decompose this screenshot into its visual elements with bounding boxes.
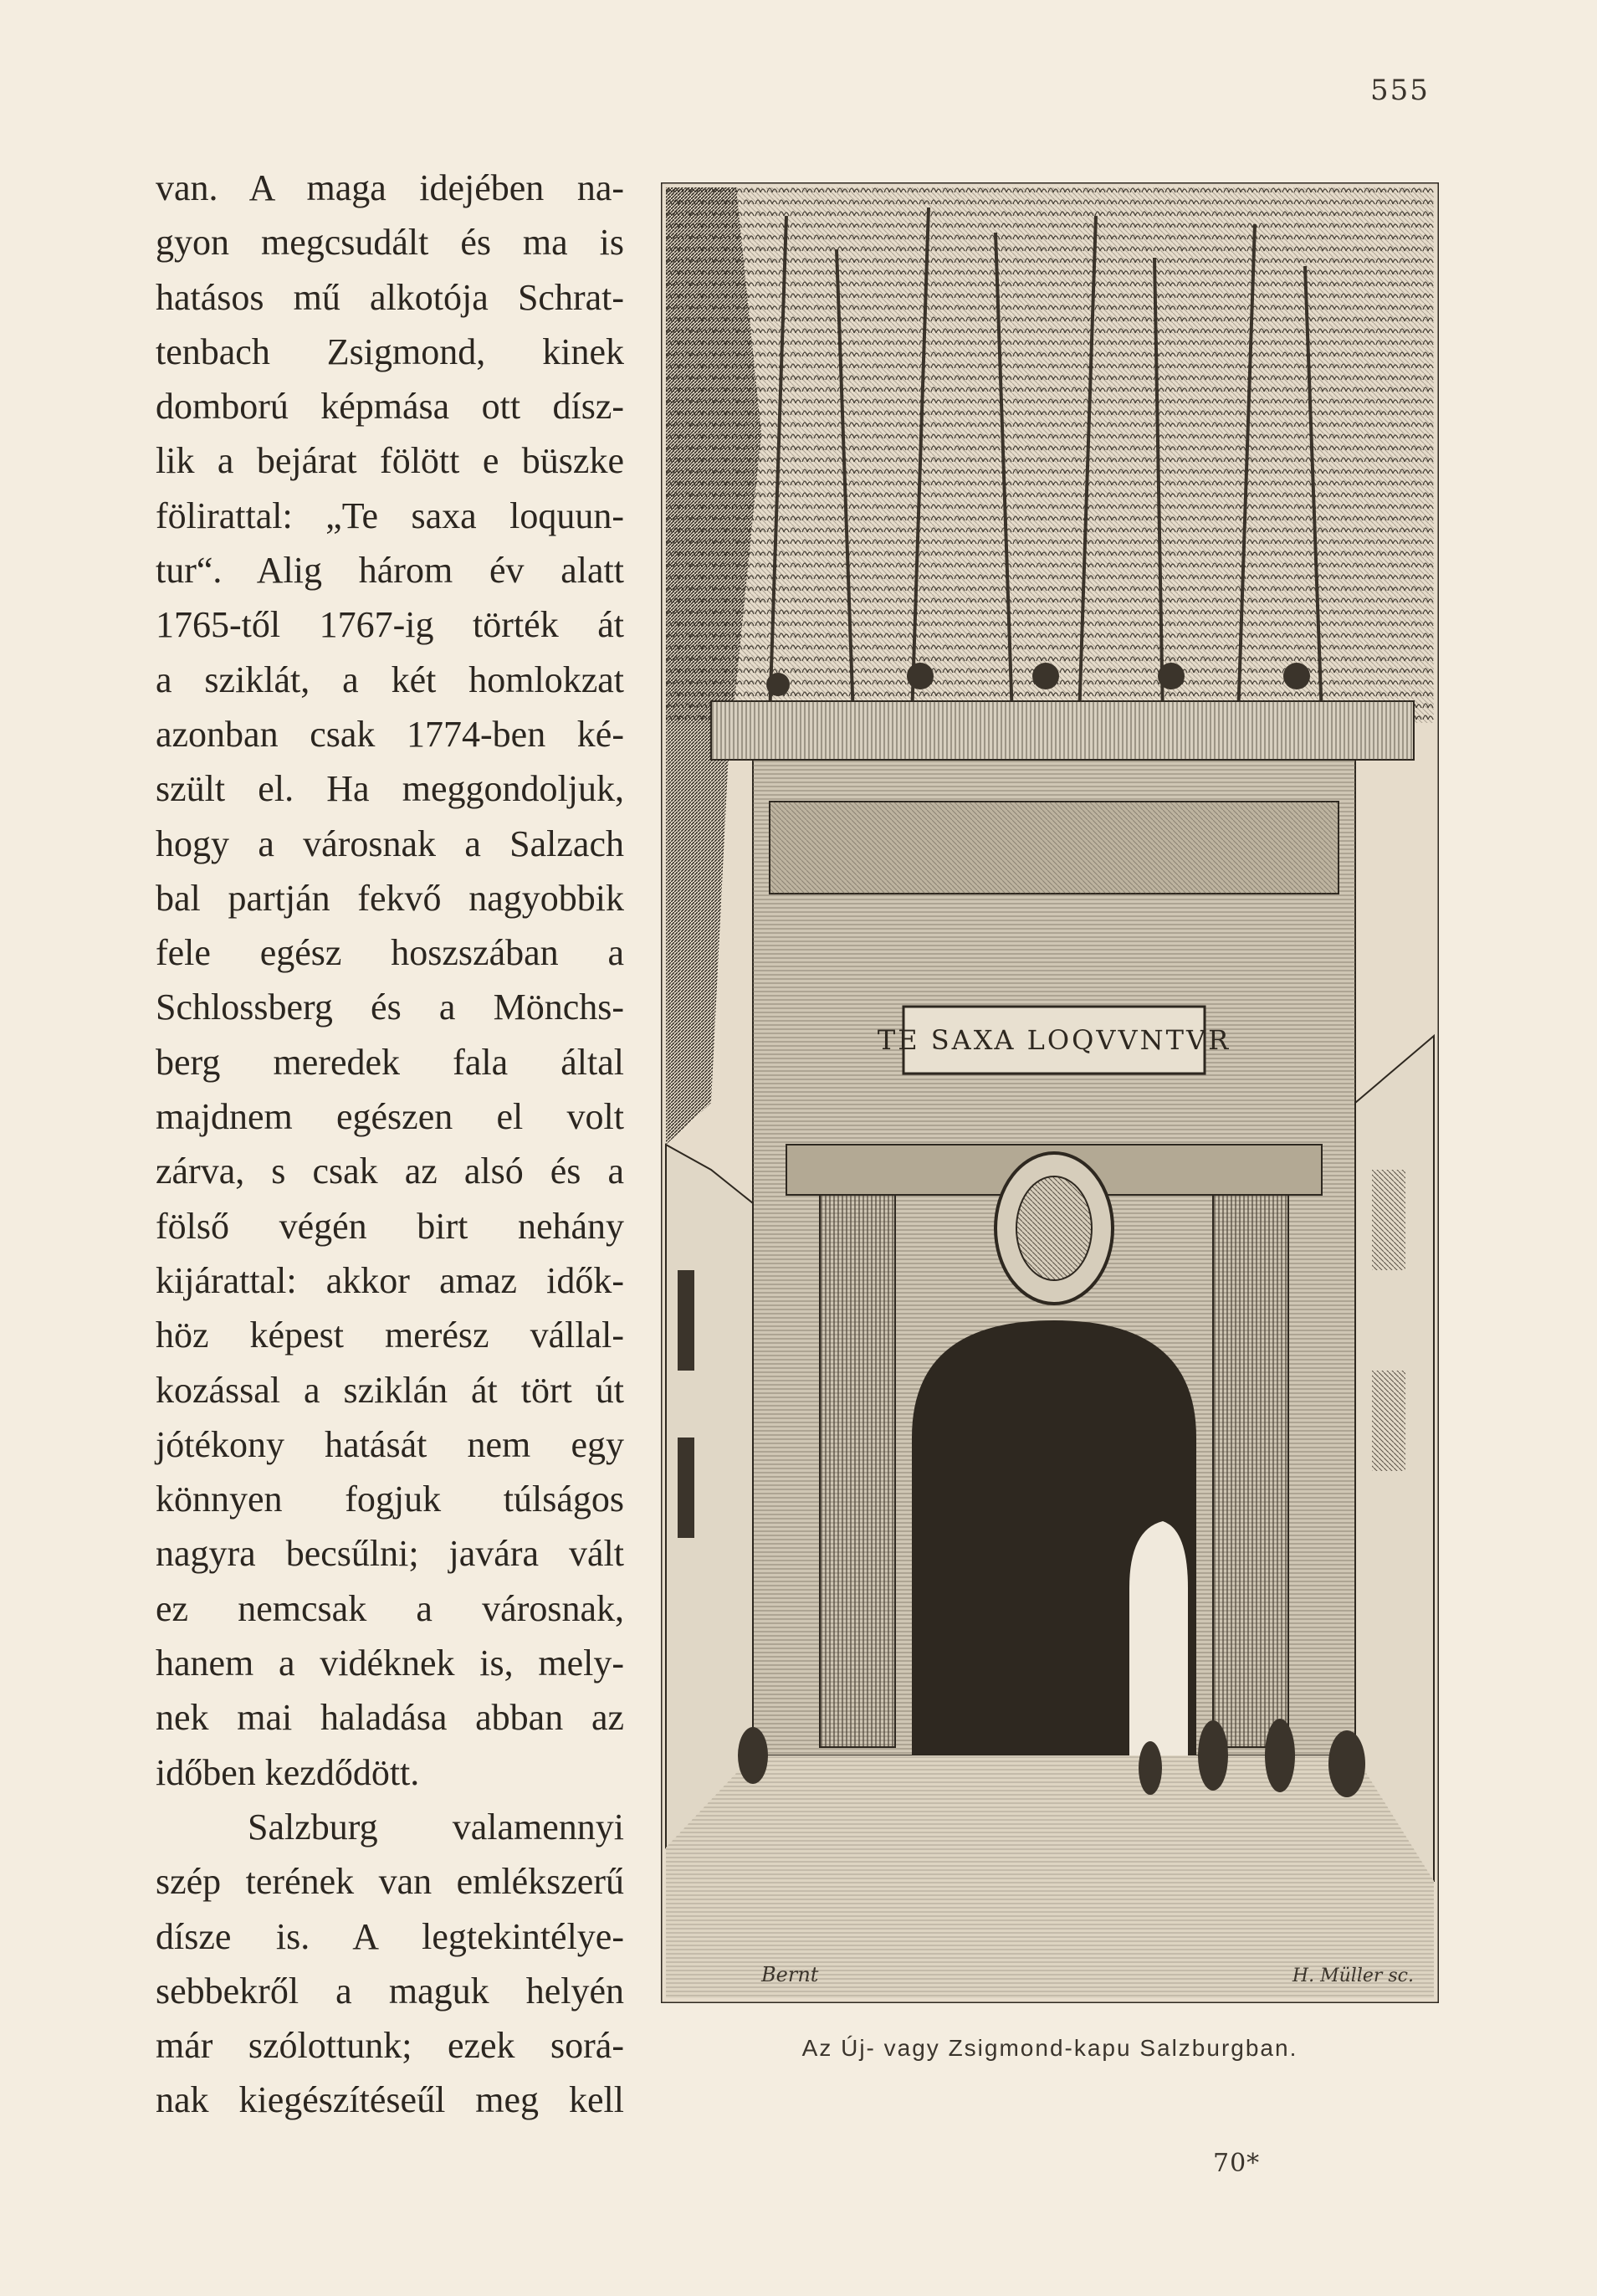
text-line: nek mai haladása abban az [156, 1697, 624, 1739]
text-line: nak kiegészítéseűl meg kell [156, 2079, 624, 2121]
text-line: bal partján fekvő nagyobbik [156, 877, 624, 919]
text-line: szép terének van emlékszerű [156, 1861, 624, 1903]
printer-signature: 70* [1213, 2149, 1261, 2178]
text-line: höz képest merész vállal- [156, 1315, 624, 1356]
text-line: Schlossberg és a Mönchs- [156, 987, 624, 1028]
text-line: azonban csak 1774-ben ké- [156, 713, 624, 755]
gate-inscription: TE SAXA LOQVVNTVR [877, 1024, 1231, 1056]
artist-signature-left: Bernt [761, 1963, 819, 1986]
text-line: tur“. Alig három év alatt [156, 550, 624, 592]
text-line: sebbekről a maguk helyén [156, 1970, 624, 2012]
text-line: domború képmása ott dísz- [156, 386, 624, 428]
text-line: hogy a városnak a Salzach [156, 823, 624, 864]
text-line: időben kezdődött. [156, 1751, 420, 1793]
text-line: majdnem egészen el volt [156, 1096, 624, 1138]
text-line: dísze is. A legtekintélye- [156, 1915, 624, 1957]
text-line: van. A maga idejében na- [156, 167, 624, 208]
text-line: könnyen fogjuk túlságos [156, 1479, 624, 1520]
text-line: kozással a sziklán át tört út [156, 1369, 624, 1411]
text-line: Salzburg valamennyi [248, 1806, 624, 1848]
body-text-column [156, 161, 624, 2128]
text-line: gyon megcsudált és ma is [156, 222, 624, 264]
text-line: nagyra becsűlni; javára vált [156, 1533, 624, 1575]
text-line: 1765-től 1767-ig törték át [156, 604, 624, 646]
text-line: zárva, s csak az alsó és a [156, 1151, 624, 1192]
text-line: hanem a vidéknek is, mely- [156, 1643, 624, 1684]
text-line: jótékony hatását nem egy [156, 1423, 624, 1465]
text-line: lik a bejárat fölött e büszke [156, 440, 624, 482]
text-line: szült el. Ha meggondoljuk, [156, 768, 624, 810]
page-number: 555 [1370, 74, 1430, 107]
text-line: kijárattal: akkor amaz idők- [156, 1259, 624, 1301]
figure-caption: Az Új- vagy Zsigmond-kapu Salzburgban. [801, 2035, 1298, 2061]
text-line: a sziklát, a két homlokzat [156, 659, 624, 700]
text-line: fölső végén birt nehány [156, 1205, 624, 1247]
text-line: hatásos mű alkotója Schrat- [156, 276, 624, 318]
text-line: tenbach Zsigmond, kinek [156, 331, 624, 372]
gate-engraving [661, 182, 1439, 2003]
text-line: fele egész hoszszában a [156, 932, 624, 974]
artist-signature-right: H. Müller sc. [1292, 1965, 1414, 1986]
text-line: már szólottunk; ezek sorá- [156, 2025, 624, 2067]
text-line: fölirattal: „Te saxa loquun- [156, 495, 624, 536]
text-line: ez nemcsak a városnak, [156, 1587, 624, 1629]
text-line: berg meredek fala által [156, 1041, 624, 1083]
